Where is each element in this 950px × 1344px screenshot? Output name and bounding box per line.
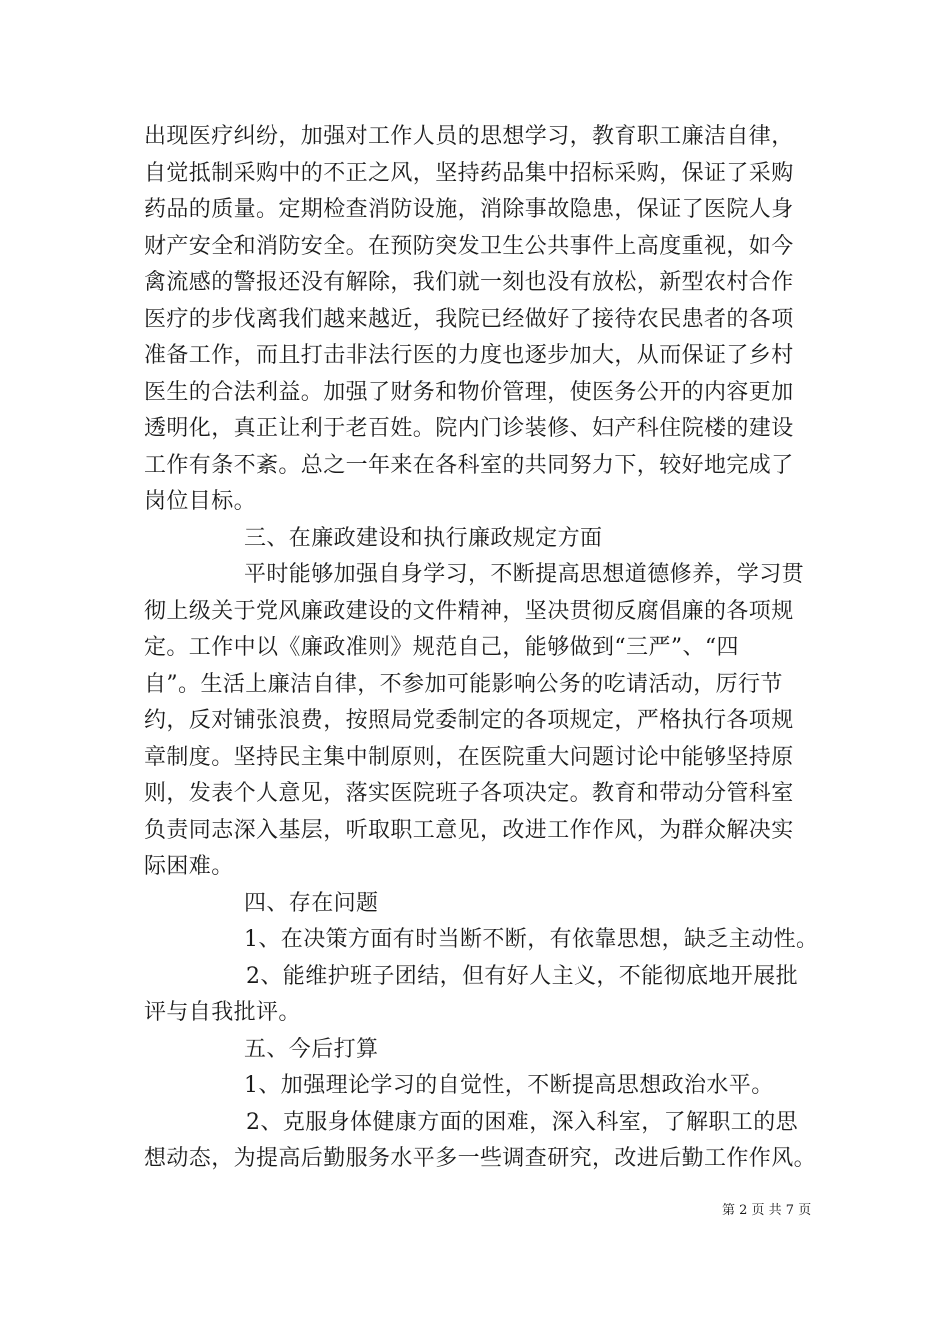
text-line: 透明化，真正让利于老百姓。院内门诊装修、妇产科住院楼的建设 (144, 416, 794, 441)
section-heading: 三、在廉政建设和执行廉政规定方面 (244, 526, 603, 551)
text-line: 自觉抵制采购中的不正之风，坚持药品集中招标采购，保证了采购 (144, 161, 794, 186)
text-line: 准备工作，而且打击非法行医的力度也逐步加大，从而保证了乡村 (144, 343, 794, 368)
text-line: 出现医疗纠纷，加强对工作人员的思想学习，教育职工廉洁自律， (144, 124, 794, 149)
text-line: 彻上级关于党风廉政建设的文件精神，坚决贯彻反腐倡廉的各项规 (144, 599, 794, 624)
list-item: 1、在决策方面有时当断不断，有依靠思想，缺乏主动性。 (244, 927, 819, 952)
text-line: 负责同志深入基层，听取职工意见，改进工作作风，为群众解决实 (144, 818, 794, 843)
text-line: 药品的质量。定期检查消防设施，消除事故隐患，保证了医院人身 (144, 197, 794, 222)
list-item: 2、能维护班子团结，但有好人主义，不能彻底地开展批 (246, 964, 798, 989)
text-line: 自”。生活上廉洁自律，不参加可能影响公务的吃请活动，厉行节 (144, 672, 783, 697)
text-line: 医生的合法利益。加强了财务和物价管理，使医务公开的内容更加 (144, 380, 794, 405)
list-item: 2、克服身体健康方面的困难，深入科室，了解职工的思 (246, 1110, 798, 1135)
section-heading: 五、今后打算 (244, 1037, 379, 1062)
text-line: 定。工作中以《廉政准则》规范自己，能够做到“三严”、“四 (144, 635, 739, 660)
text-line: 岗位目标。 (144, 489, 257, 514)
text-line: 医疗的步伐离我们越来越近，我院已经做好了接待农民患者的各项 (144, 307, 794, 332)
page-number: 第 2 页 共 7 页 (722, 1203, 812, 1218)
text-line: 约，反对铺张浪费，按照局党委制定的各项规定，严格执行各项规 (144, 708, 794, 733)
text-line: 则，发表个人意见，落实医院班子各项决定。教育和带动分管科室 (144, 781, 794, 806)
text-line: 财产安全和消防安全。在预防突发卫生公共事件上高度重视，如今 (144, 234, 794, 259)
list-item: 1、加强理论学习的自觉性，不断提高思想政治水平。 (244, 1073, 774, 1098)
text-line: 际困难。 (144, 854, 234, 879)
text-line: 章制度。坚持民主集中制原则，在医院重大问题讨论中能够坚持原 (144, 745, 794, 770)
text-line: 评与自我批评。 (144, 1000, 301, 1025)
paragraph-first-line: 平时能够加强自身学习，不断提高思想道德修养，学习贯 (244, 562, 805, 587)
text-line: 想动态，为提高后勤服务水平多一些调查研究，改进后勤工作作风。 (144, 1146, 817, 1171)
section-heading: 四、存在问题 (244, 891, 379, 916)
text-line: 工作有条不紊。总之一年来在各科室的共同努力下，较好地完成了 (144, 453, 794, 478)
text-line: 禽流感的警报还没有解除，我们就一刻也没有放松，新型农村合作 (144, 270, 794, 295)
